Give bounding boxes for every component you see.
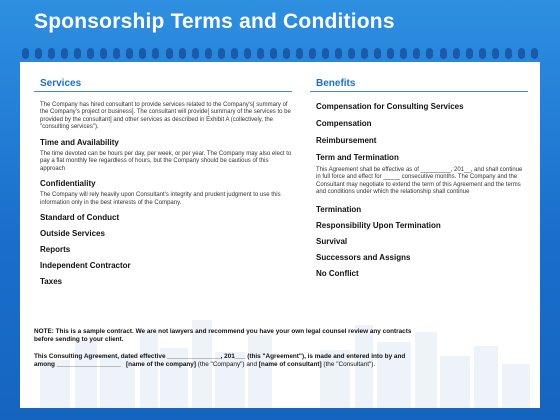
agreement-line: This Consulting Agreement, dated effective _______________, 201___ (this "Agreement"), is made and entered into by and	[34, 352, 406, 360]
services-intro-text: The Company has hired consultant to provide services related to the Company's[ summary of the Company's project or business]. The consultant will provide[ summary of the services to be provided by the consultant] and other services as described in Exhibit A (collectively, the "consulting services").	[40, 101, 291, 130]
confidentiality-text: The Company will rely heavily upon Consultant's integrity and prudent judgment to use this information only in the best interests of the Company.	[40, 192, 281, 206]
agreement-line: among __________________	[34, 361, 121, 369]
services-item: Standard of Conduct	[40, 213, 120, 222]
benefits-item: Survival	[316, 236, 348, 246]
consultant-name-placeholder: [name of consultant]	[258, 361, 322, 369]
term-text: This Agreement shall be effective as of _________, 201__, and shall continue in full force and effect for _____ consecutive months. The Company and the Consultant may negotiate to extend the term of this Agreement and the terms and conditions under which the relationship shall continue	[316, 166, 523, 195]
benefits-column	[316, 80, 528, 279]
services-heading: Services	[34, 80, 292, 92]
agreement-text: (the "Consultant").	[321, 361, 376, 369]
company-name-placeholder: [name of the company]	[126, 361, 196, 369]
benefits-item: Successors and Assigns	[316, 252, 411, 262]
agreement-text: (the "Company") and	[195, 361, 259, 369]
benefits-item: Term and Termination	[316, 152, 399, 162]
services-item: Reports	[40, 245, 71, 254]
benefits-item: No Conflict	[316, 268, 359, 278]
time-availability-text: The time devoted can be hours per day, per week, or per year. The Company may also elect to pay a flat monthly fee regardless of hours, but the Company should be cautious of this approach	[40, 150, 292, 172]
confidentiality-heading: Confidentiality	[40, 179, 96, 188]
benefits-item: Reimbursement	[316, 135, 377, 145]
note-line: before sending to your client.	[34, 336, 124, 344]
time-availability-heading: Time and Availability	[40, 137, 119, 147]
page-title: Sponsorship Terms and Conditions	[34, 10, 395, 33]
benefits-item: Compensation for Consulting Services	[316, 101, 464, 111]
benefits-heading: Benefits	[310, 80, 528, 92]
services-item: Taxes	[40, 277, 63, 286]
benefits-item: Compensation	[316, 118, 372, 128]
services-item: Independent Contractor	[40, 261, 131, 270]
benefits-item: Responsibility Upon Termination	[316, 220, 441, 230]
contract-note	[34, 328, 514, 370]
note-line: NOTE: This is a sample contract. We are not lawyers and recommend you have your own legal counsel review any contracts	[34, 328, 412, 335]
services-column	[40, 80, 292, 287]
services-item: Outside Services	[40, 229, 105, 238]
benefits-item: Termination	[316, 204, 362, 214]
binder-holes	[22, 46, 538, 60]
